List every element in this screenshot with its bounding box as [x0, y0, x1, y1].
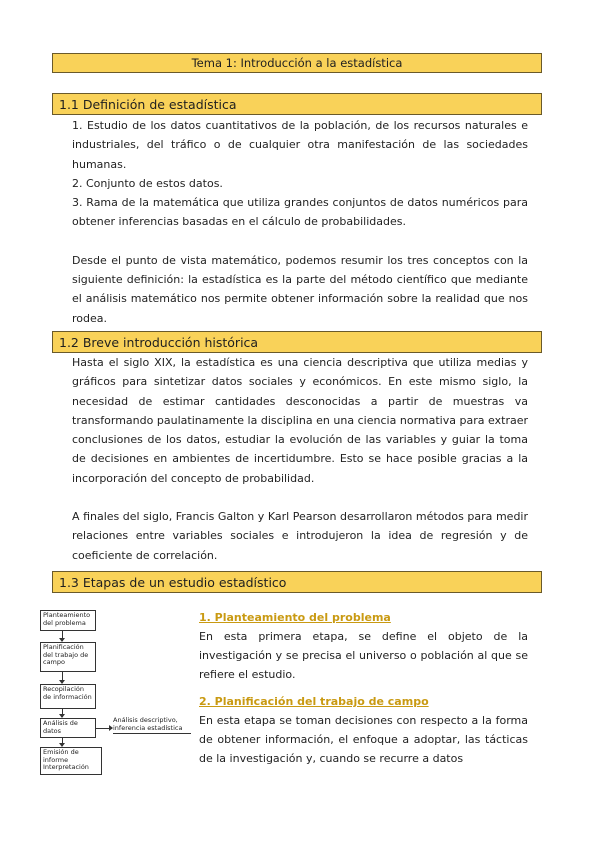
- section-heading-historia: [52, 331, 542, 353]
- stages-text: [199, 608, 528, 768]
- arrow-down-icon: [62, 672, 63, 683]
- stages-flow-diagram: [36, 608, 196, 778]
- section-heading-etapas: [52, 571, 542, 593]
- section-heading-text: 1.1 Definición de estadística: [59, 96, 237, 112]
- paragraph: A finales del siglo, Francis Galton y Karl Pearson desarrollaron métodos para medir relaciones entre variables sociales e introdujeron la idea de regresión y de coeficiente de correlación.: [72, 510, 528, 562]
- paragraph: 2. Conjunto de estos datos.: [72, 176, 223, 190]
- section-heading-text: 1.2 Breve introducción histórica: [59, 334, 259, 350]
- paragraph: 3. Rama de la matemática que utiliza grandes conjuntos de datos numéricos para obtener inferencias basadas en el cálculo de probabilidades.: [72, 196, 528, 229]
- paragraph: Hasta el siglo XIX, la estadística es una ciencia descriptiva que utiliza medias y gráficos para sintetizar datos sociales y económicos. En este mismo siglo, la necesidad de estimar cantidades desconocidas a partir de muestras va transformando paulatinamente la disciplina en una ciencia normativa para extraer conclusiones de los datos, estudiar la evolución de las variables y guiar la toma de decisiones en ambientes de incertidumbre. Esto se hace posible gracias a la incorporación del concepto de probabilidad.: [72, 356, 528, 485]
- section-heading-definicion: [52, 93, 542, 115]
- document-title-text: Tema 1: Introducción a la estadística: [191, 56, 403, 70]
- paragraph: Desde el punto de vista matemático, podemos resumir los tres conceptos con la siguiente definición: la estadística es la parte del método científico que mediante el análisis matemático nos permite obtener información sobre la realidad que nos rodea.: [72, 253, 528, 325]
- diagram-box-emision: Emisión de informe Interpretación: [40, 747, 102, 775]
- diagram-side-label: Análisis descriptivo, inferencia estadística: [113, 716, 191, 734]
- diagram-box-planificacion: Planificación del trabajo de campo: [40, 642, 96, 672]
- stage-title: 2. Planificación del trabajo de campo: [199, 695, 429, 708]
- arrow-down-icon: [62, 709, 63, 717]
- stage-title: 1. Planteamiento del problema: [199, 611, 391, 624]
- arrow-down-icon: [62, 738, 63, 746]
- paragraph: 1. Estudio de los datos cuantitativos de la población, de los recursos naturales e industriales, del tráfico o de cualquier otra manifestación de las sociedades humanas.: [72, 119, 528, 171]
- stage-text: En esta primera etapa, se define el objeto de la investigación y se precisa el universo o población al que se refiere el estudio.: [199, 630, 528, 681]
- section-body-definicion: [72, 116, 528, 328]
- document-title: [52, 53, 542, 73]
- stage-text: En esta etapa se toman decisiones con respecto a la forma de obtener información, el enfoque a adoptar, las tácticas de la investigación y, cuando se recurre a datos: [199, 714, 528, 765]
- arrow-right-icon: [96, 728, 112, 729]
- arrow-down-icon: [62, 631, 63, 641]
- diagram-box-planteamiento: Planteamiento del problema: [40, 610, 96, 631]
- diagram-box-recopilacion: Recopilación de información: [40, 684, 96, 709]
- section-body-historia: [72, 353, 528, 565]
- section-heading-text: 1.3 Etapas de un estudio estadístico: [59, 574, 287, 590]
- diagram-box-analisis: Análisis de datos: [40, 718, 96, 738]
